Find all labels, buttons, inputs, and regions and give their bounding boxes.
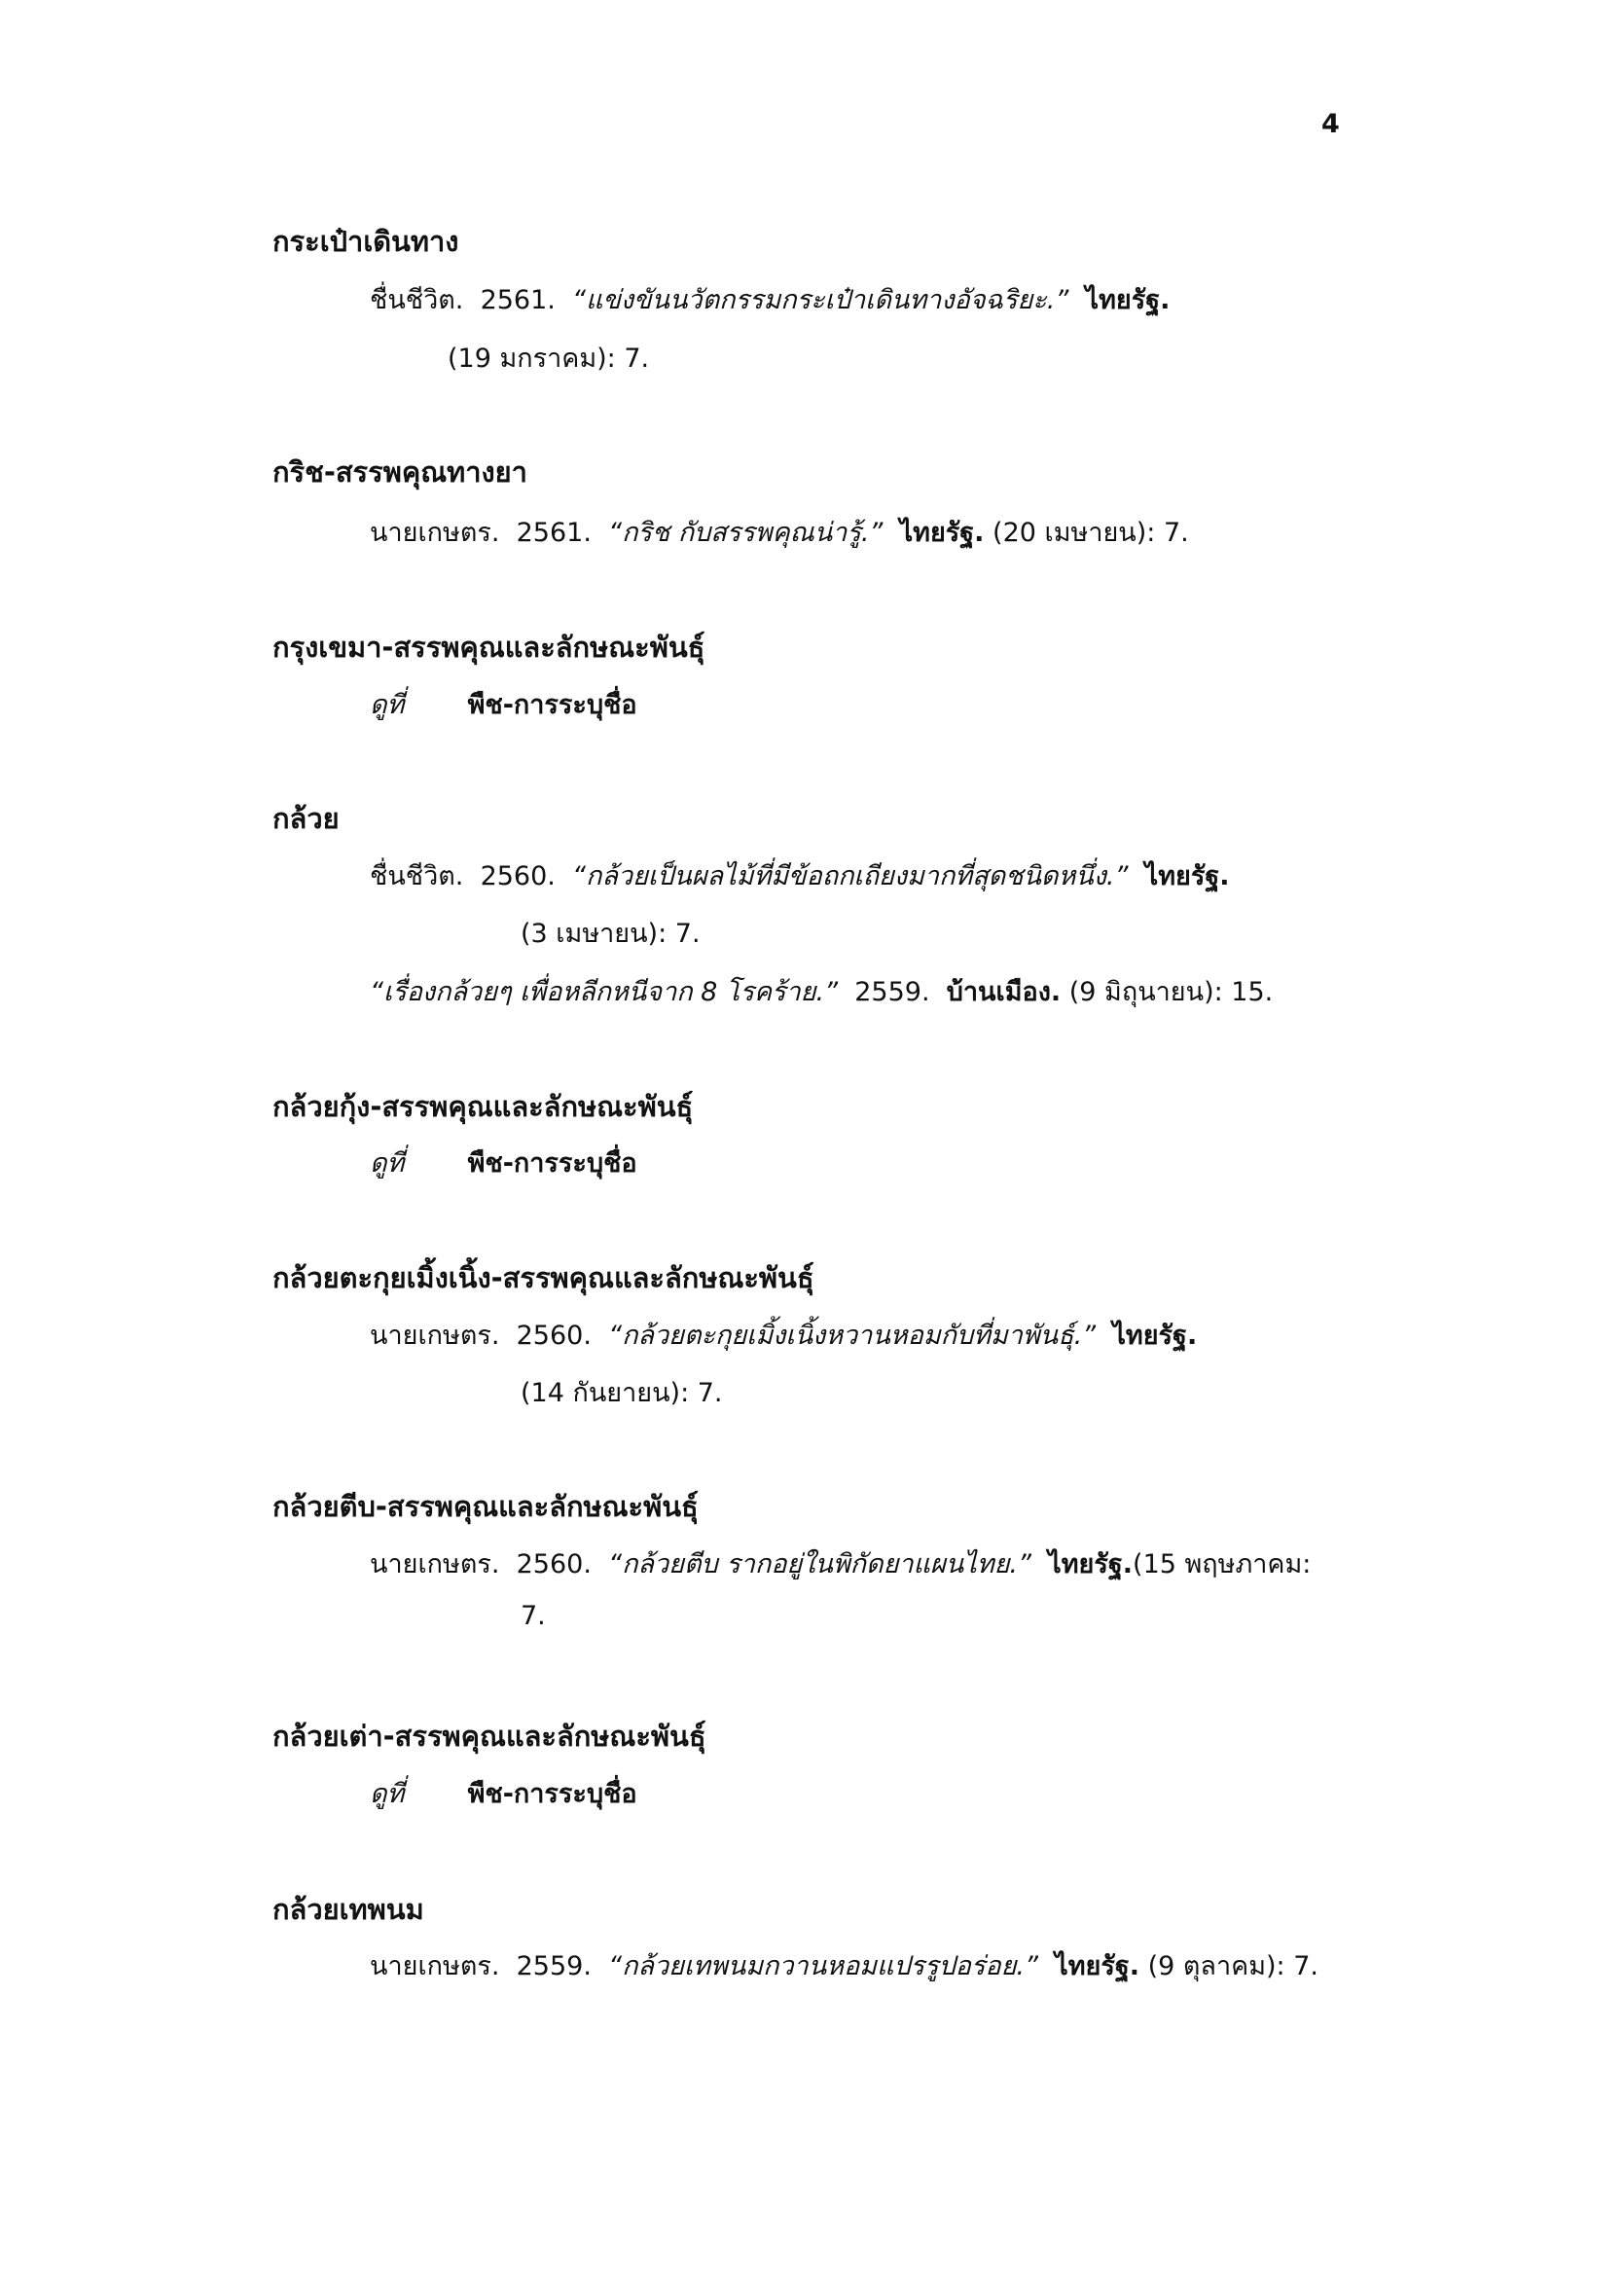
entry-heading: กล้วยตะกุยเมิ้งเนิ้ง-สรรพคุณและลักษณะพันธุ์ [272,1261,814,1294]
citation-continuation: (3 เมษายน): 7. [521,919,701,949]
citation-year: 2561. [516,518,592,548]
see-reference [370,1772,637,1814]
citation-continuation: 7. [521,1601,546,1631]
citation-line [370,278,1170,320]
see-label: ดูที่ [370,1779,405,1809]
citation-year: 2561. [480,285,556,315]
citation-author: นายเกษตร. [370,518,500,548]
citation-details: (15 พฤษภาคม: [1133,1549,1312,1579]
citation-source: ไทยรัฐ. [1055,1951,1139,1981]
see-target: พืช-การระบุชื่อ [467,1779,637,1809]
see-reference [370,683,637,725]
entry-heading: กล้วยตีบ-สรรพคุณและลักษณะพันธุ์ [272,1490,699,1523]
citation-title: “กริช กับสรรพคุณน่ารู้.” [608,518,884,548]
citation-details: (9 ตุลาคม): 7. [1147,1951,1318,1981]
citation-line [370,511,1189,553]
citation-title: “กล้วยเป็นผลไม้ที่มีข้อถกเถียงมากที่สุดชนิดหนึ่ง.” [572,861,1129,891]
citation-author: นายเกษตร. [370,1951,500,1981]
citation-year: 2560. [516,1321,592,1351]
citation-source: ไทยรัฐ. [899,518,985,548]
citation-title: “กล้วยตะกุยเมิ้งเนิ้งหวานหอมกับที่มาพันธุ์.” [608,1321,1097,1351]
see-label: ดูที่ [370,1148,405,1179]
entry-heading: กล้วยเต่า-สรรพคุณและลักษณะพันธุ์ [272,1720,706,1753]
citation-author: นายเกษตร. [370,1549,500,1579]
citation-line [370,854,1229,896]
citation-continuation: (14 กันยายน): 7. [521,1378,723,1408]
citation-line [370,970,1273,1012]
citation-continuation: (19 มกราคม): 7. [448,344,650,374]
citation-author: ชื่นชีวิต. [370,861,464,891]
citation-year: 2559. [516,1951,592,1981]
citation-title: “กล้วยเทพนมกวานหอมแปรรูปอร่อย.” [608,1951,1038,1981]
see-target: พืช-การระบุชื่อ [467,1148,637,1179]
see-reference [370,1142,637,1183]
entry-heading: กล้วยเทพนม [272,1893,424,1926]
citation-source: ไทยรัฐ. [1085,285,1171,315]
citation-author: นายเกษตร. [370,1321,500,1351]
citation-title: “เรื่องกล้วยๆ เพื่อหลีกหนีจาก 8 โรคร้าย.” [370,977,839,1007]
citation-year: 2560. [516,1549,592,1579]
citation-line [370,1944,1318,1986]
citation-details: (20 เมษายน): 7. [992,518,1189,548]
citation-details: (9 มิถุนายน): 15. [1068,977,1274,1007]
citation-title: “กล้วยตีบ รากอยู่ในพิกัดยาแผนไทย.” [608,1549,1031,1579]
citation-author: ชื่นชีวิต. [370,285,464,315]
citation-line [370,1314,1197,1356]
entry-heading: กริช-สรรพคุณทางยา [272,455,527,489]
see-label: ดูที่ [370,690,405,720]
entry-heading: กล้วยกุ้ง-สรรพคุณและลักษณะพันธุ์ [272,1090,694,1123]
entry-heading: กระเป๋าเดินทาง [272,225,459,258]
citation-title: “แข่งขันนวัตกรรมกระเป๋าเดินทางอัจฉริยะ.” [572,285,1069,315]
page-number: 4 [1321,109,1340,139]
citation-source: บ้านเมือง. [946,977,1062,1007]
citation-source: ไทยรัฐ. [1112,1321,1198,1351]
citation-year: 2560. [480,861,556,891]
citation-source: ไทยรัฐ. [1048,1549,1134,1579]
entry-heading: กรุงเขมา-สรรพคุณและลักษณะพันธุ์ [272,631,705,664]
entry-heading: กล้วย [272,802,340,835]
citation-source: ไทยรัฐ. [1144,861,1230,891]
citation-line [370,1542,1311,1584]
citation-year: 2559. [854,977,930,1007]
see-target: พืช-การระบุชื่อ [467,690,637,720]
